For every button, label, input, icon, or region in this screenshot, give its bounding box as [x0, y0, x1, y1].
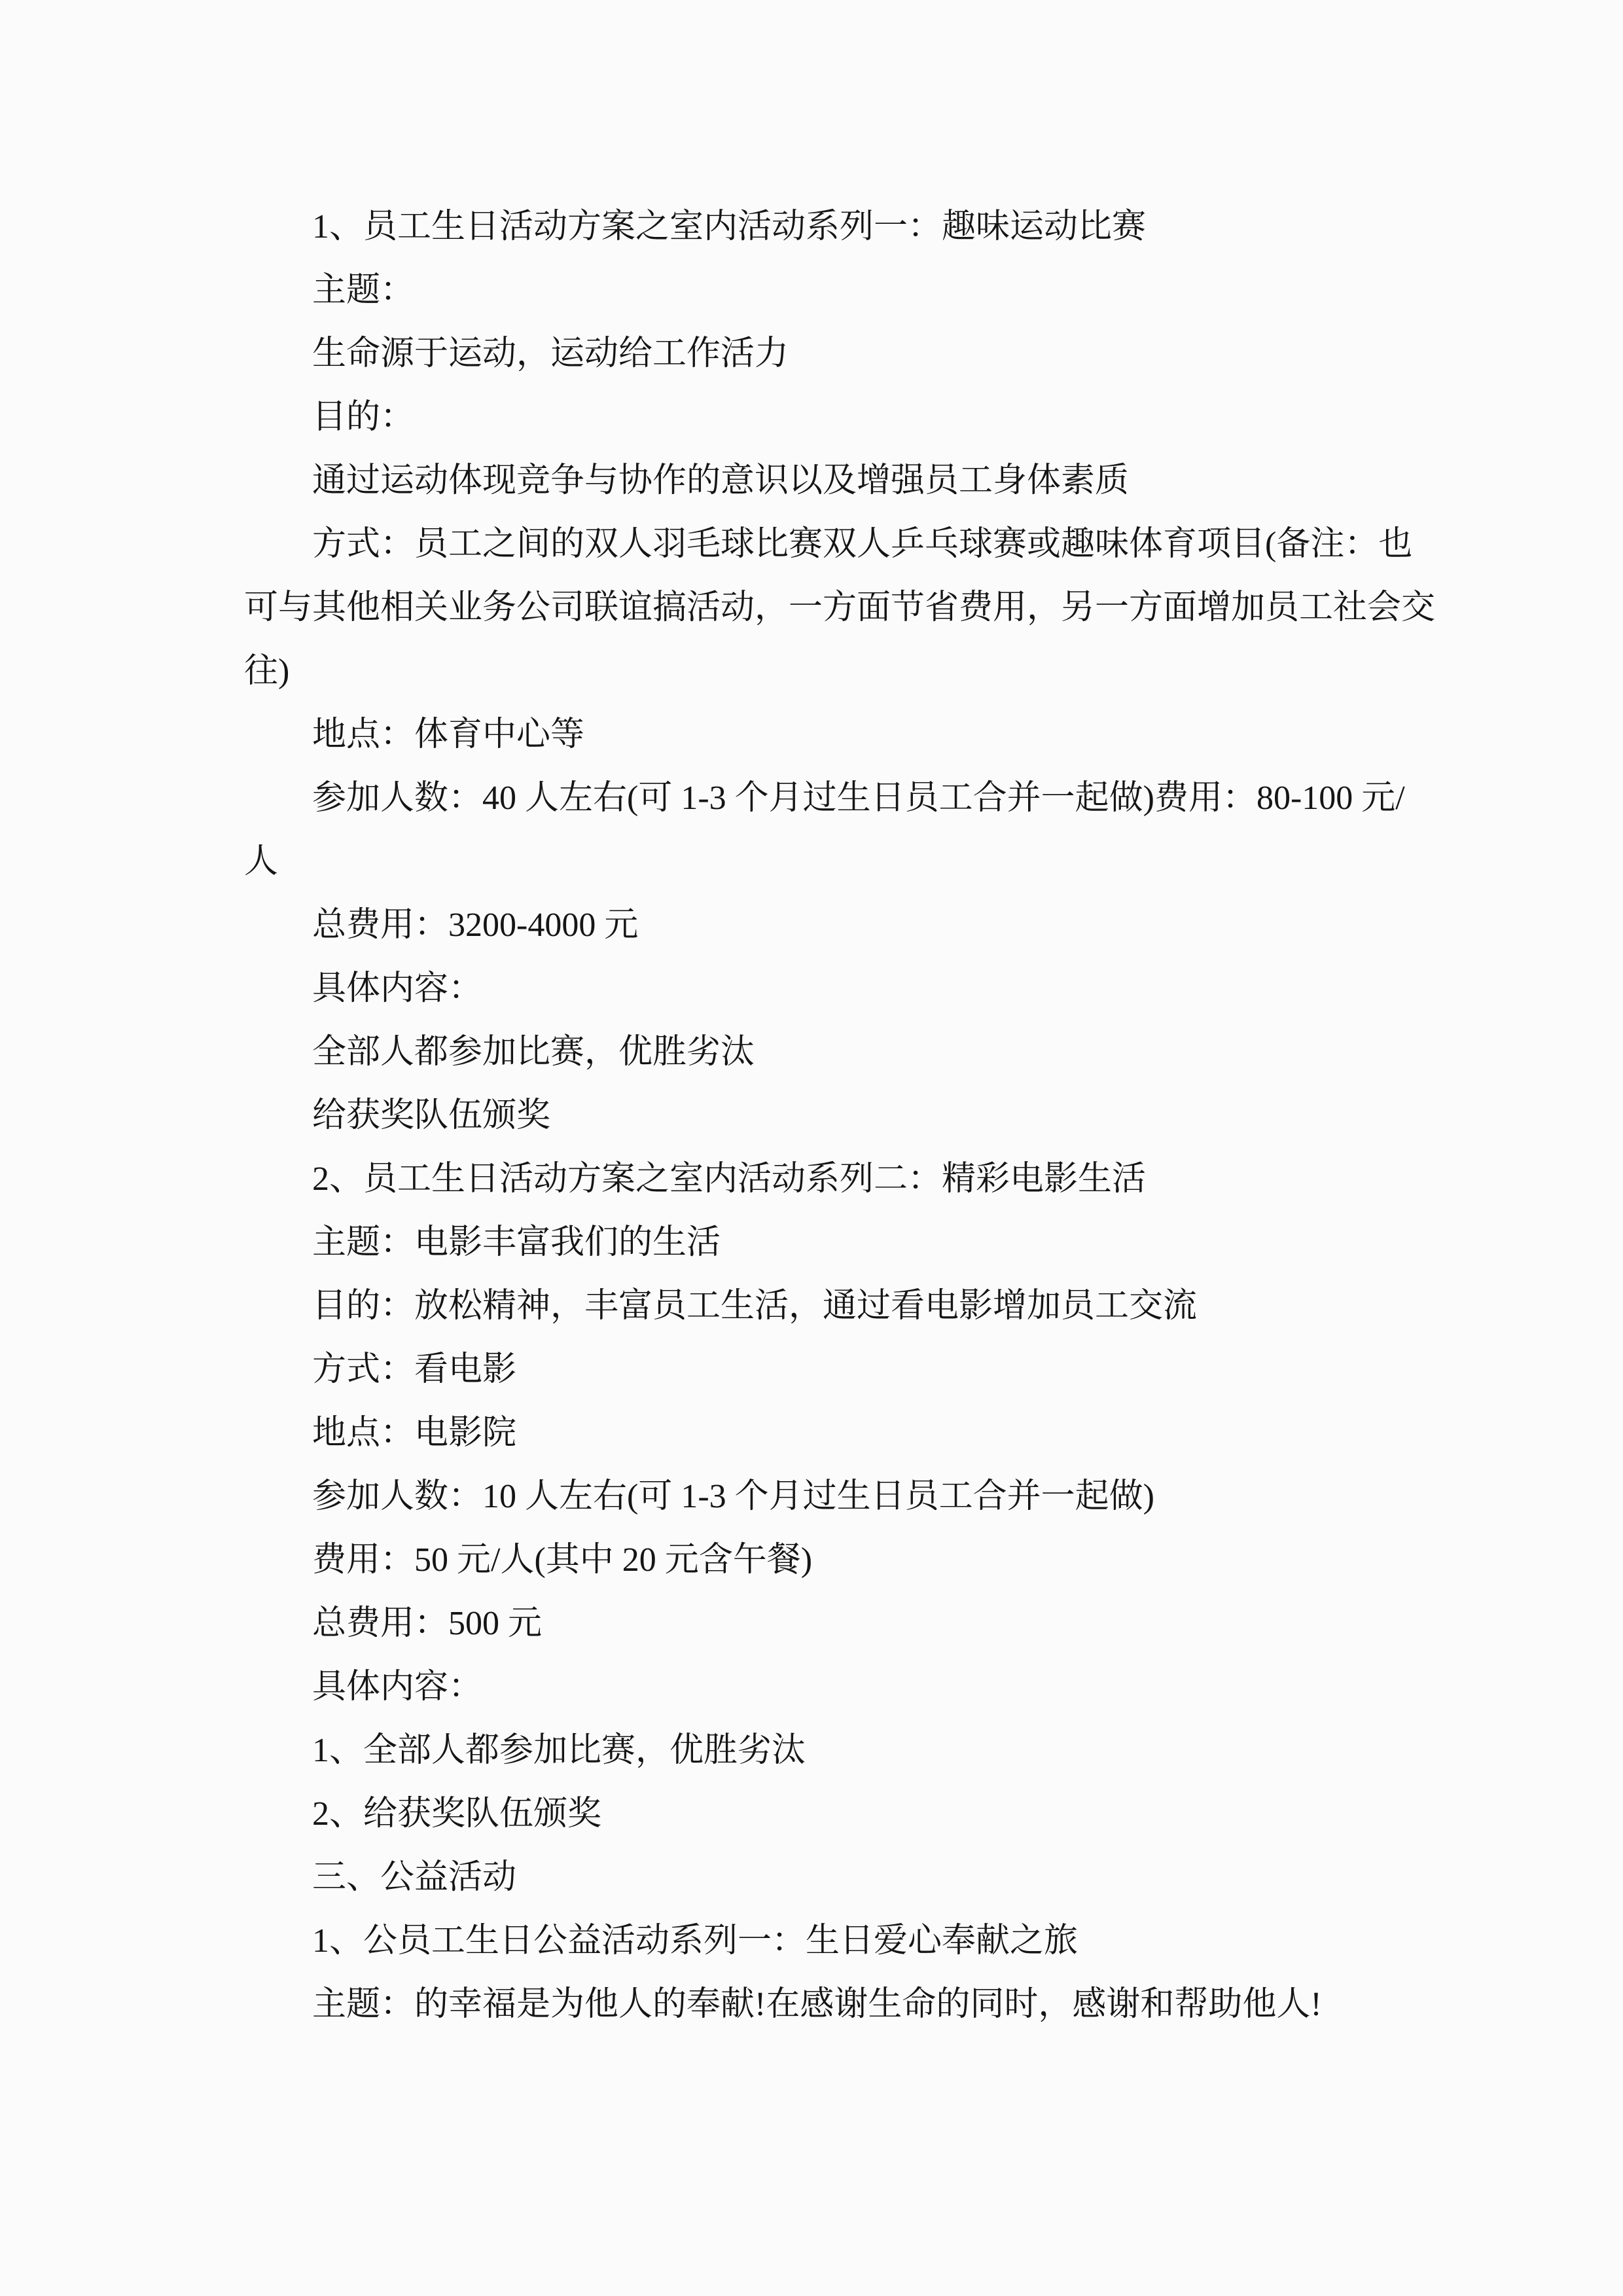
- text-line: 费用：50 元/人(其中 20 元含午餐): [312, 1541, 813, 1579]
- text-line: 往): [244, 653, 290, 690]
- text-line: 总费用：3200-4000 元: [312, 906, 639, 944]
- text-line: 具体内容：: [312, 1668, 483, 1706]
- text-line: 给获奖队伍颁奖: [312, 1097, 551, 1134]
- text-line: 总费用：500 元: [312, 1605, 543, 1642]
- text-line: 人: [244, 843, 279, 880]
- text-line: 目的：: [312, 399, 415, 436]
- text-line: 主题：电影丰富我们的生活: [312, 1224, 721, 1261]
- text-line: 1、全部人都参加比赛，优胜劣汰: [312, 1732, 806, 1769]
- text-line: 三、公益活动: [312, 1859, 517, 1896]
- text-line: 参加人数：40 人左右(可 1-3 个月过生日员工合并一起做)费用：80-100 元/: [312, 780, 1405, 817]
- text-line: 主题：: [312, 272, 415, 309]
- text-line: 地点：电影院: [312, 1414, 517, 1452]
- text-line: 方式：看电影: [312, 1351, 517, 1388]
- text-line: 可与其他相关业务公司联谊搞活动，一方面节省费用，另一方面增加员工社会交: [244, 589, 1436, 626]
- text-line: 2、员工生日活动方案之室内活动系列二：精彩电影生活: [312, 1160, 1147, 1198]
- text-line: 具体内容：: [312, 970, 483, 1007]
- text-line: 2、给获奖队伍颁奖: [312, 1795, 602, 1833]
- text-line: 1、员工生日活动方案之室内活动系列一：趣味运动比赛: [312, 208, 1147, 245]
- text-line: 全部人都参加比赛，优胜劣汰: [312, 1033, 755, 1071]
- document-lines: [244, 195, 1436, 2036]
- text-line: 生命源于运动，运动给工作活力: [312, 335, 789, 372]
- text-line: 目的：放松精神，丰富员工生活，通过看电影增加员工交流: [312, 1287, 1198, 1325]
- text-line: 1、公员工生日公益活动系列一：生日爱心奉献之旅: [312, 1922, 1079, 1960]
- text-line: 通过运动体现竞争与协作的意识以及增强员工身体素质: [312, 462, 1130, 499]
- text-line: 参加人数：10 人左右(可 1-3 个月过生日员工合并一起做): [312, 1478, 1154, 1515]
- text-line: 方式：员工之间的双人羽毛球比赛双人乒乓球赛或趣味体育项目(备注：也: [312, 526, 1413, 563]
- text-line: 主题：的幸福是为他人的奉献!在感谢生命的同时，感谢和帮助他人!: [312, 1986, 1322, 2023]
- text-line: 地点：体育中心等: [312, 716, 585, 753]
